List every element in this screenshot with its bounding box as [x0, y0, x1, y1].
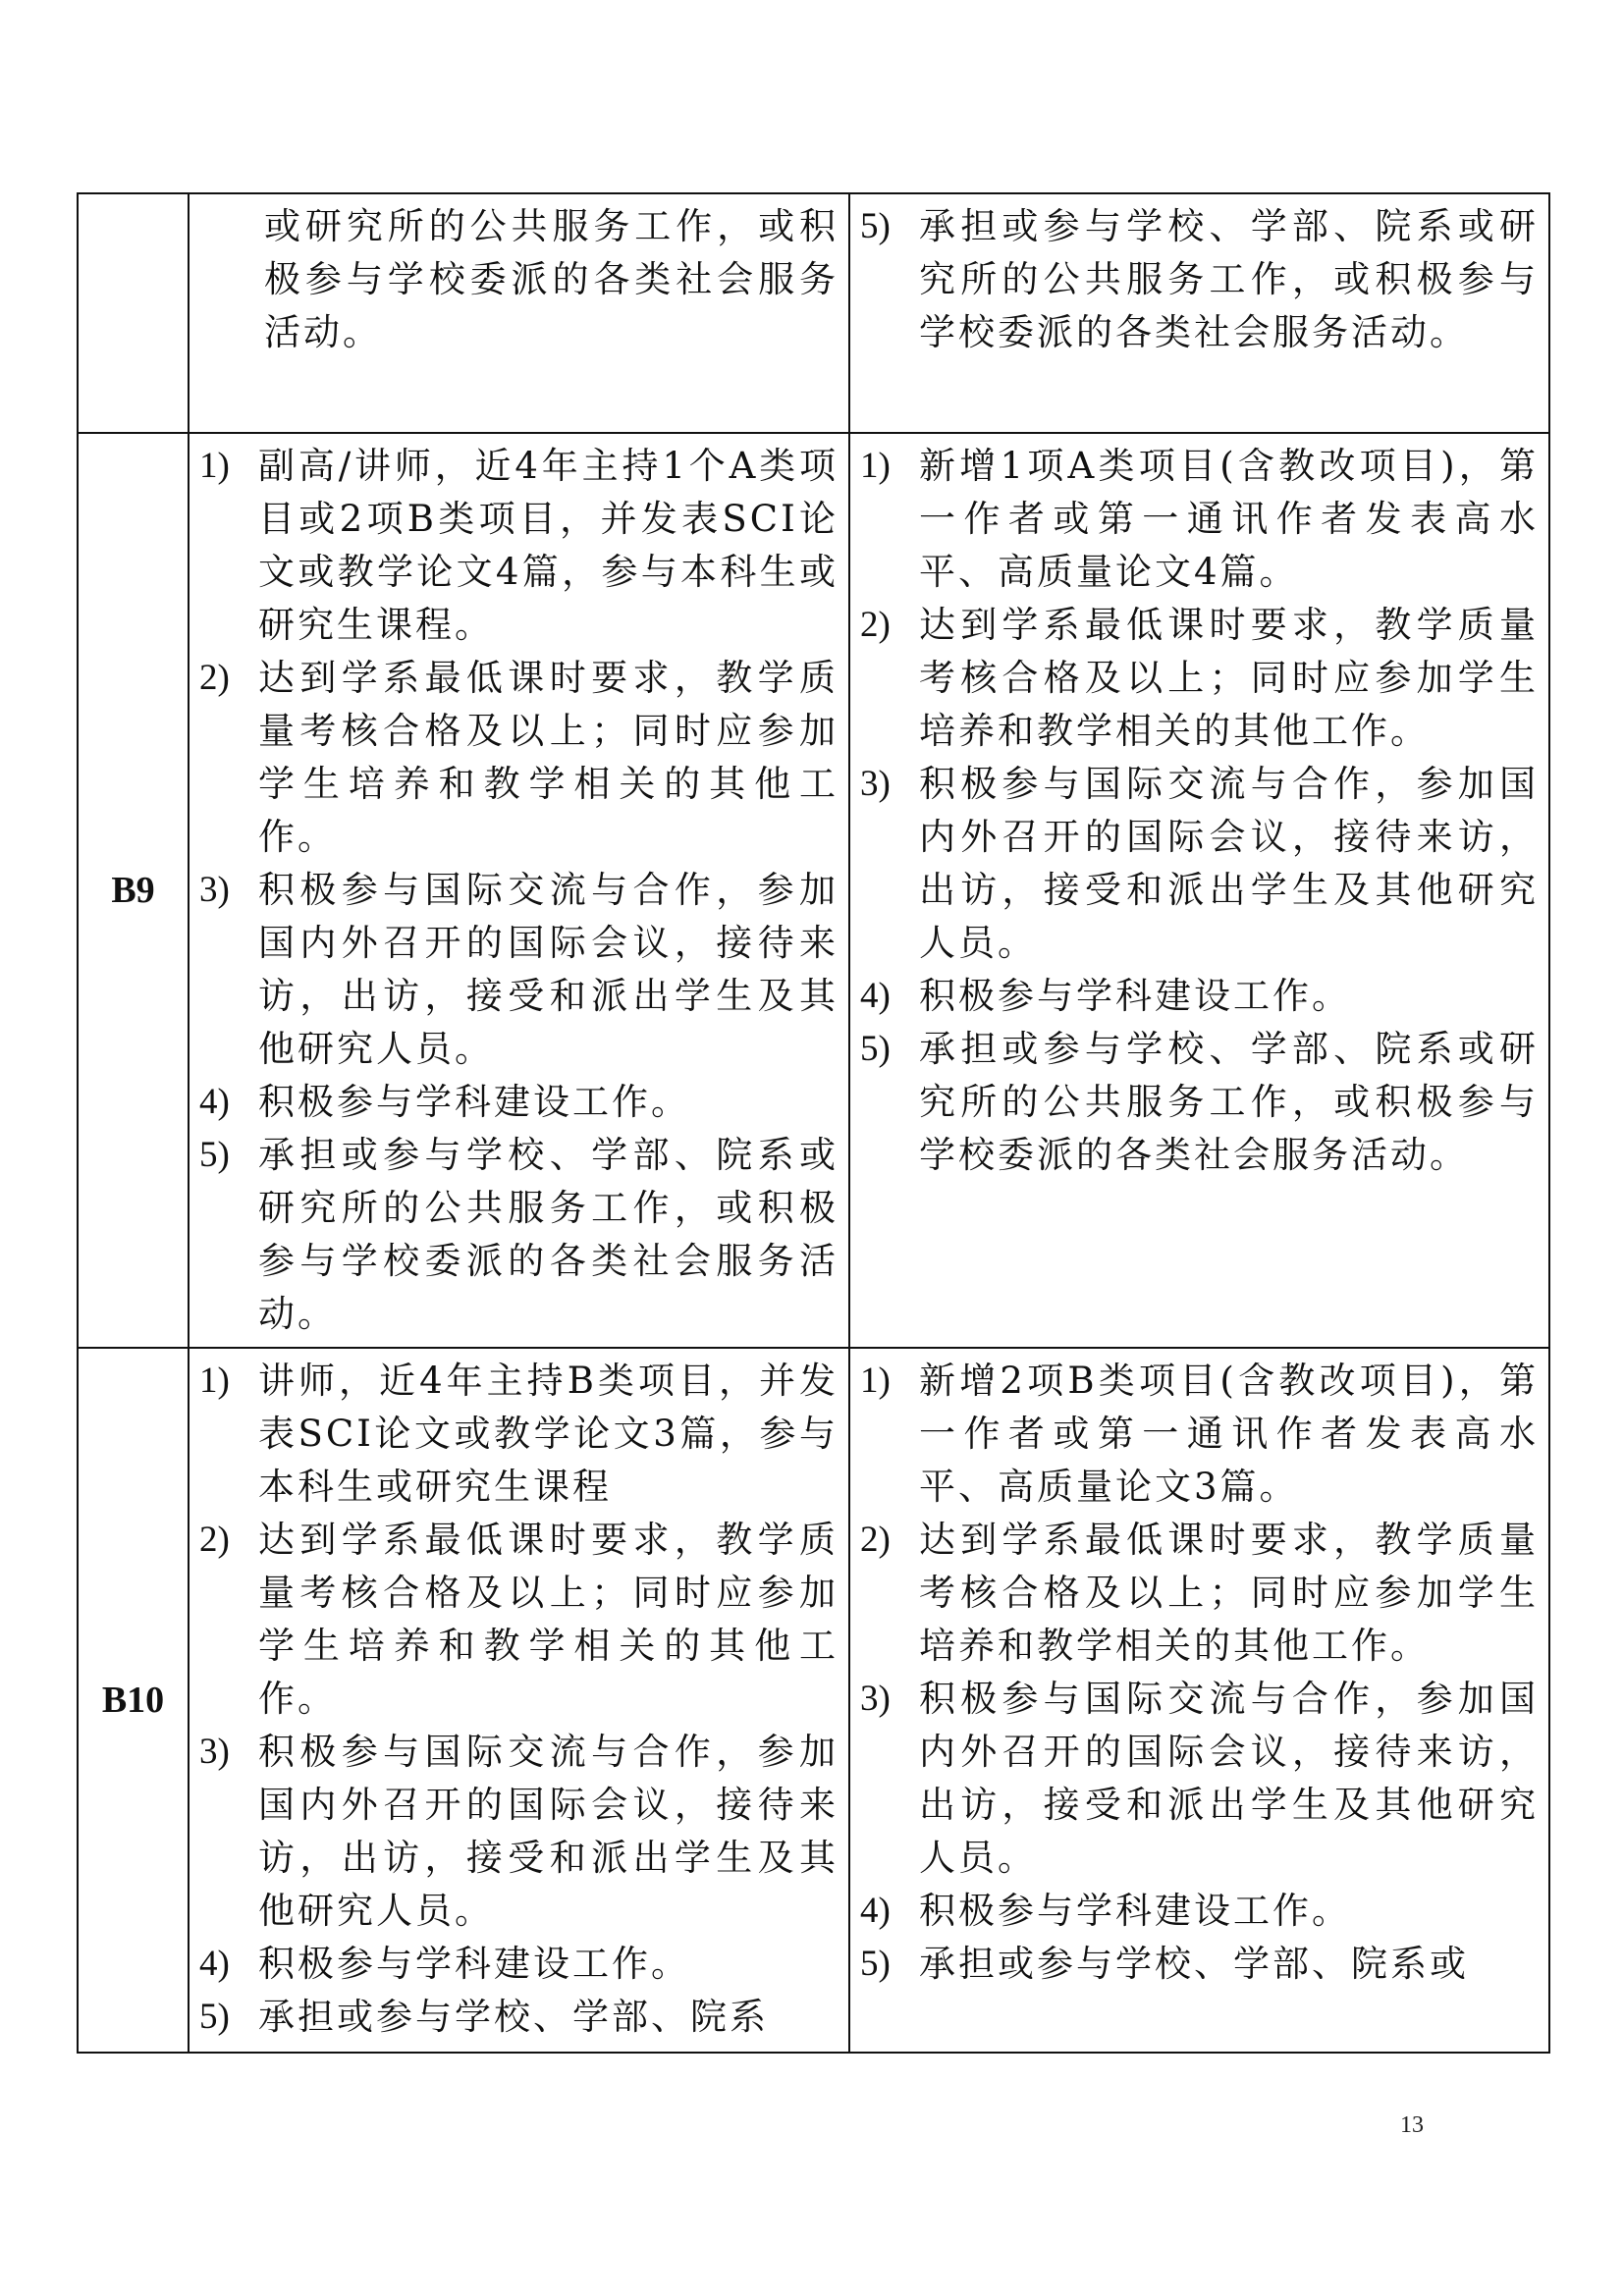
new-requirements-cell [849, 193, 1549, 433]
list-item: 3) 积极参与国际交流与合作，参加国内外召开的国际会议，接待来访，出访，接受和派出学生及其他研究人员。 [860, 763, 1539, 964]
list-item: 2) 达到学系最低课时要求，教学质量考核合格及以上；同时应参加学生培养和教学相关的其他工作。 [860, 604, 1539, 752]
row-code-cell [78, 193, 189, 433]
list-item: 4) 积极参与学科建设工作。 [860, 975, 1351, 1017]
row-code: B9 [111, 870, 155, 911]
row-code-cell [78, 433, 189, 1348]
requirements-table [77, 192, 1550, 2054]
list-item: 4) 积极参与学科建设工作。 [860, 1890, 1351, 1932]
list-item: 3) 积极参与国际交流与合作，参加国内外召开的国际会议，接待来访，出访，接受和派出学生及其他研究人员。 [199, 1731, 839, 1932]
current-requirements-cell [189, 1348, 849, 2053]
list-item: 1) 讲师，近4年主持B类项目，并发表SCI论文或教学论文3篇，参与本科生或研究生课程 [199, 1360, 839, 1508]
list-item: 5) 承担或参与学校、学部、院系 [199, 1996, 769, 2038]
list-item: 5) 承担或参与学校、学部、院系或研究所的公共服务工作，或积极参与学校委派的各类社会服务活动。 [860, 1028, 1539, 1176]
row-code: B10 [101, 1680, 165, 1721]
new-requirements-cell [849, 1348, 1549, 2053]
list-item: 5) 承担或参与学校、学部、院系或研究所的公共服务工作，或积极参与学校委派的各类社会服务活动。 [860, 205, 1539, 353]
list-item: 1) 副高/讲师，近4年主持1个A类项目或2项B类项目，并发表SCI论文或教学论文4篇，参与本科生或研究生课程。 [199, 445, 839, 646]
list-item: 5) 承担或参与学校、学部、院系或 [860, 1943, 1469, 1985]
list-item: 5) 承担或参与学校、学部、院系或研究所的公共服务工作，或积极参与学校委派的各类社会服务活动。 [199, 1134, 839, 1335]
list-item: 2) 达到学系最低课时要求，教学质量考核合格及以上；同时应参加学生培养和教学相关的其他工作。 [199, 1519, 839, 1720]
list-item: 或研究所的公共服务工作，或积极参与学校委派的各类社会服务活动。 [264, 205, 839, 353]
page-number: 13 [1400, 2112, 1424, 2138]
current-requirements-cell [189, 193, 849, 433]
table-row [78, 193, 1549, 433]
row-code-cell [78, 1348, 189, 2053]
list-item: 3) 积极参与国际交流与合作，参加国内外召开的国际会议，接待来访，出访，接受和派出学生及其他研究人员。 [199, 869, 839, 1070]
list-item: 1) 新增2项B类项目(含教改项目)，第一作者或第一通讯作者发表高水平、高质量论文3篇。 [860, 1360, 1539, 1508]
table-row [78, 1348, 1549, 2053]
list-item: 2) 达到学系最低课时要求，教学质量考核合格及以上；同时应参加学生培养和教学相关的其他工作。 [860, 1519, 1539, 1667]
list-item: 1) 新增1项A类项目(含教改项目)，第一作者或第一通讯作者发表高水平、高质量论文4篇。 [860, 445, 1539, 593]
list-item: 3) 积极参与国际交流与合作，参加国内外召开的国际会议，接待来访，出访，接受和派出学生及其他研究人员。 [860, 1678, 1539, 1879]
list-item: 4) 积极参与学科建设工作。 [199, 1943, 690, 1985]
list-item: 2) 达到学系最低课时要求，教学质量考核合格及以上；同时应参加学生培养和教学相关的其他工作。 [199, 657, 839, 858]
list-item: 4) 积极参与学科建设工作。 [199, 1081, 690, 1123]
current-requirements-cell [189, 433, 849, 1348]
new-requirements-cell [849, 433, 1549, 1348]
table-row [78, 433, 1549, 1348]
